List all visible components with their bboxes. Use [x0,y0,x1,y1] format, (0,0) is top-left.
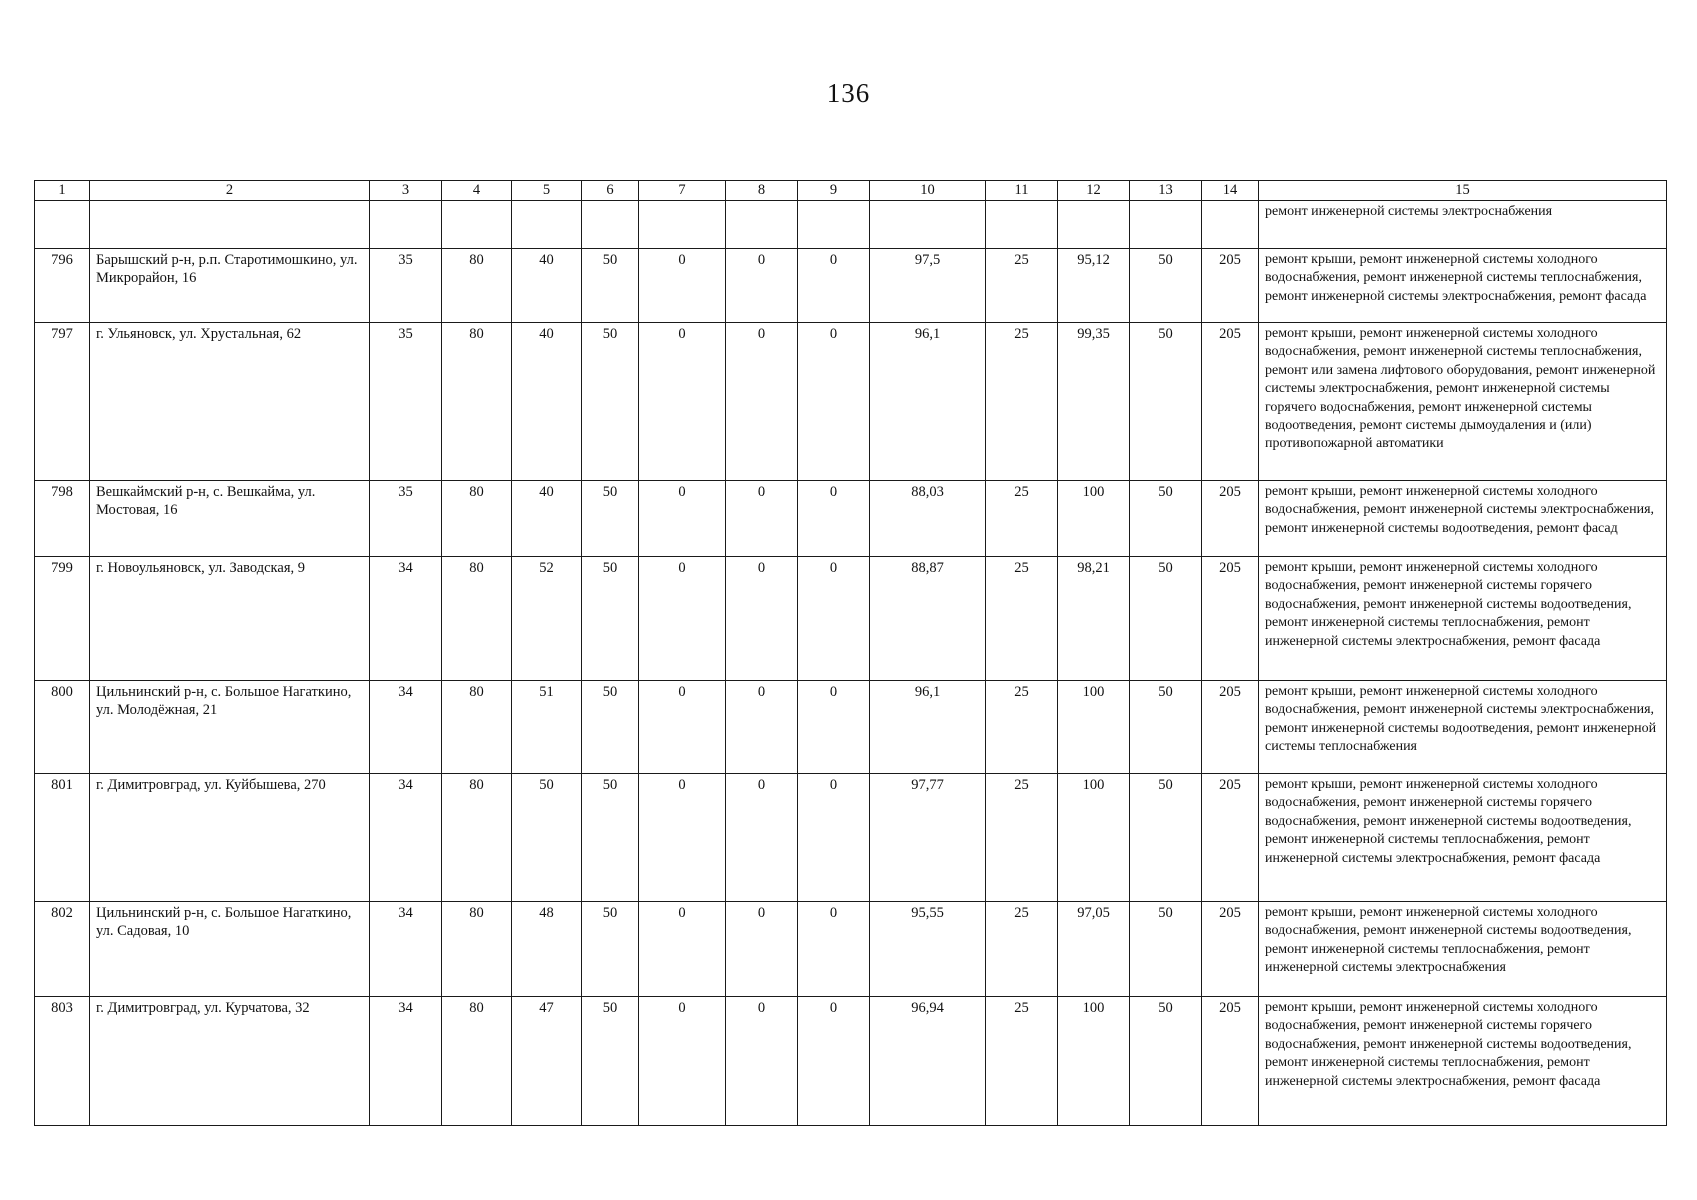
value-cell: 0 [798,249,870,323]
row-number: 803 [35,997,90,1126]
value-cell: 80 [442,902,512,997]
value-cell: 88,87 [870,557,986,681]
address-cell: Вешкаймский р-н, с. Вешкайма, ул. Мостовая, 16 [90,481,370,557]
row-number: 802 [35,902,90,997]
value-cell: 0 [798,902,870,997]
value-cell: 25 [986,323,1058,481]
page-number: 136 [826,78,871,108]
value-cell: 100 [1058,681,1130,774]
value-cell: 80 [442,323,512,481]
value-cell: 34 [370,997,442,1126]
value-cell: 205 [1202,557,1259,681]
value-cell: 98,21 [1058,557,1130,681]
value-cell: 96,1 [870,681,986,774]
value-cell: 0 [726,774,798,902]
value-cell: 80 [442,481,512,557]
row-number: 798 [35,481,90,557]
row-number: 797 [35,323,90,481]
value-cell: 0 [639,774,726,902]
value-cell: 25 [986,249,1058,323]
column-header: 1 [35,181,90,201]
column-header: 14 [1202,181,1259,201]
repair-description: ремонт крыши, ремонт инженерной системы холодного водоснабжения, ремонт инженерной системы горячего водоснабжения, ремонт инженерной системы водоотведения, ремонт инженерной системы теплоснабжения, ремонт инженерной системы электроснабжения, ремонт фасада [1259,557,1667,681]
address-cell: Цильнинский р-н, с. Большое Нагаткино, ул. Садовая, 10 [90,902,370,997]
value-cell: 205 [1202,481,1259,557]
value-cell: 25 [986,997,1058,1126]
value-cell: 0 [639,323,726,481]
value-cell: 99,35 [1058,323,1130,481]
value-cell: 96,94 [870,997,986,1126]
value-cell: 35 [370,323,442,481]
value-cell: 25 [986,902,1058,997]
address-cell: Барышский р-н, р.п. Старотимошкино, ул. Микрорайон, 16 [90,249,370,323]
column-header: 3 [370,181,442,201]
address-cell: г. Новоульяновск, ул. Заводская, 9 [90,557,370,681]
value-cell: 95,55 [870,902,986,997]
value-cell: 50 [1130,481,1202,557]
table-row [35,997,1667,1126]
value-cell: 51 [512,681,582,774]
value-cell: 50 [582,481,639,557]
value-cell: 50 [582,681,639,774]
row-number: 799 [35,557,90,681]
value-cell: 0 [726,681,798,774]
value-cell: 100 [1058,774,1130,902]
address-cell: г. Ульяновск, ул. Хрустальная, 62 [90,323,370,481]
value-cell: 35 [370,249,442,323]
value-cell: 50 [582,249,639,323]
value-cell: 97,5 [870,249,986,323]
registry-table [34,180,1667,1126]
address-cell: Цильнинский р-н, с. Большое Нагаткино, ул. Молодёжная, 21 [90,681,370,774]
value-cell: 40 [512,481,582,557]
value-cell: 25 [986,681,1058,774]
row-number: 800 [35,681,90,774]
value-cell: 0 [798,681,870,774]
table-row [35,902,1667,997]
value-cell: 0 [798,997,870,1126]
value-cell: 0 [639,997,726,1126]
table-row [35,774,1667,902]
value-cell: 50 [582,902,639,997]
value-cell: 95,12 [1058,249,1130,323]
value-cell: 34 [370,681,442,774]
value-cell: 47 [512,997,582,1126]
value-cell: 50 [582,997,639,1126]
value-cell: 50 [1130,681,1202,774]
repair-description: ремонт крыши, ремонт инженерной системы холодного водоснабжения, ремонт инженерной системы водоотведения, ремонт инженерной системы теплоснабжения, ремонт инженерной системы электроснабжения [1259,902,1667,997]
value-cell: 0 [798,323,870,481]
repair-description: ремонт крыши, ремонт инженерной системы холодного водоснабжения, ремонт инженерной системы теплоснабжения, ремонт инженерной системы электроснабжения, ремонт фасада [1259,249,1667,323]
value-cell: 205 [1202,249,1259,323]
value-cell: 50 [1130,997,1202,1126]
value-cell: 0 [726,323,798,481]
value-cell: 34 [370,774,442,902]
value-cell: 205 [1202,681,1259,774]
column-header: 12 [1058,181,1130,201]
value-cell: 50 [582,557,639,681]
value-cell: 25 [986,774,1058,902]
repair-description: ремонт крыши, ремонт инженерной системы холодного водоснабжения, ремонт инженерной системы теплоснабжения, ремонт или замена лифтового оборудования, ремонт инженерной системы электроснабжения, ремонт инженерной системы горячего водоснабжения, ремонт инженерной системы водоотведения, ремонт системы дымоудаления и (или) противопожарной автоматики [1259,323,1667,481]
value-cell: 80 [442,681,512,774]
value-cell: 0 [639,902,726,997]
value-cell: 80 [442,249,512,323]
table-row [35,681,1667,774]
value-cell: 0 [798,481,870,557]
column-header: 6 [582,181,639,201]
value-cell: 0 [639,681,726,774]
value-cell: 40 [512,249,582,323]
column-header: 9 [798,181,870,201]
value-cell: 50 [512,774,582,902]
value-cell: 50 [1130,557,1202,681]
repair-description: ремонт крыши, ремонт инженерной системы холодного водоснабжения, ремонт инженерной системы горячего водоснабжения, ремонт инженерной системы водоотведения, ремонт инженерной системы теплоснабжения, ремонт инженерной системы электроснабжения, ремонт фасада [1259,997,1667,1126]
value-cell: 80 [442,997,512,1126]
column-header: 15 [1259,181,1667,201]
column-header-row [35,181,1667,201]
table-row [35,481,1667,557]
value-cell: 97,05 [1058,902,1130,997]
value-cell: 80 [442,774,512,902]
value-cell: 205 [1202,902,1259,997]
value-cell: 0 [639,481,726,557]
value-cell: 100 [1058,481,1130,557]
column-header: 4 [442,181,512,201]
value-cell: 35 [370,481,442,557]
column-header: 11 [986,181,1058,201]
value-cell: 0 [726,481,798,557]
column-header: 5 [512,181,582,201]
row-number: 796 [35,249,90,323]
value-cell: 25 [986,481,1058,557]
value-cell: 88,03 [870,481,986,557]
value-cell: 96,1 [870,323,986,481]
value-cell: 205 [1202,774,1259,902]
value-cell: 52 [512,557,582,681]
repair-description: ремонт крыши, ремонт инженерной системы холодного водоснабжения, ремонт инженерной системы электроснабжения, ремонт инженерной системы водоотведения, ремонт инженерной системы теплоснабжения [1259,681,1667,774]
value-cell: 97,77 [870,774,986,902]
table-row [35,557,1667,681]
value-cell: 50 [582,323,639,481]
value-cell: 50 [1130,323,1202,481]
value-cell: 100 [1058,997,1130,1126]
address-cell: г. Димитровград, ул. Куйбышева, 270 [90,774,370,902]
column-header: 7 [639,181,726,201]
value-cell: 34 [370,557,442,681]
value-cell: 50 [1130,249,1202,323]
value-cell: 50 [1130,774,1202,902]
value-cell: 80 [442,557,512,681]
value-cell: 50 [1130,902,1202,997]
value-cell: 50 [582,774,639,902]
value-cell: 205 [1202,323,1259,481]
value-cell: 40 [512,323,582,481]
column-header: 10 [870,181,986,201]
value-cell: 0 [798,774,870,902]
value-cell: 34 [370,902,442,997]
value-cell: 0 [639,249,726,323]
value-cell: 0 [639,557,726,681]
value-cell: 25 [986,557,1058,681]
value-cell: 0 [798,557,870,681]
repair-description: ремонт крыши, ремонт инженерной системы холодного водоснабжения, ремонт инженерной системы горячего водоснабжения, ремонт инженерной системы водоотведения, ремонт инженерной системы теплоснабжения, ремонт инженерной системы электроснабжения, ремонт фасада [1259,774,1667,902]
row-number: 801 [35,774,90,902]
column-header: 13 [1130,181,1202,201]
table-row [35,249,1667,323]
column-header: 8 [726,181,798,201]
column-header: 2 [90,181,370,201]
value-cell: 0 [726,902,798,997]
table-row [35,323,1667,481]
continuation-row [35,201,1667,249]
repair-description: ремонт крыши, ремонт инженерной системы холодного водоснабжения, ремонт инженерной системы электроснабжения, ремонт инженерной системы водоотведения, ремонт фасад [1259,481,1667,557]
value-cell: 205 [1202,997,1259,1126]
value-cell: 0 [726,249,798,323]
value-cell: 0 [726,557,798,681]
value-cell: 48 [512,902,582,997]
address-cell: г. Димитровград, ул. Курчатова, 32 [90,997,370,1126]
repair-description: ремонт инженерной системы электроснабжения [1259,201,1667,249]
value-cell: 0 [726,997,798,1126]
